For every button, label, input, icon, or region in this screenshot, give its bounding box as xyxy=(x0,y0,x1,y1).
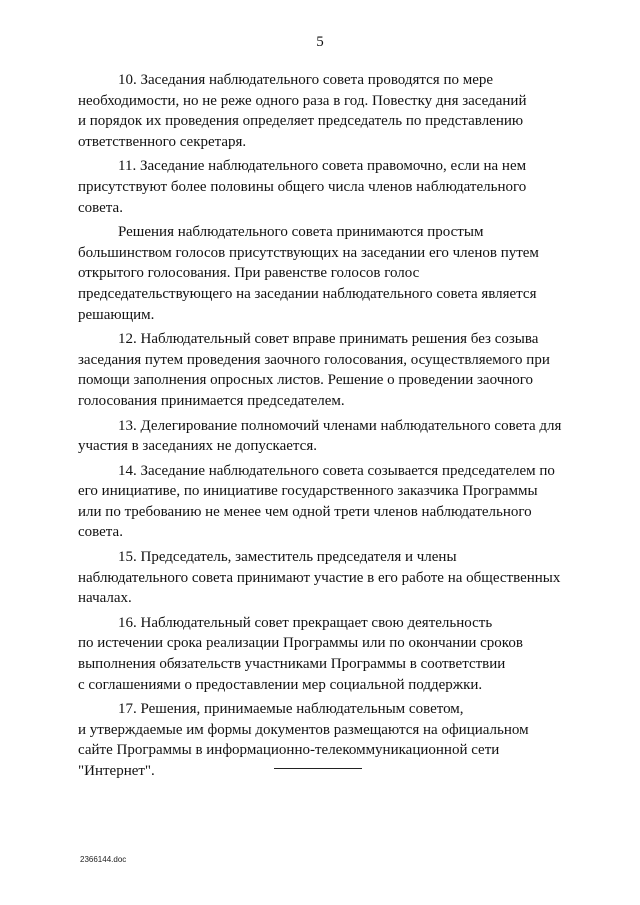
paragraph-13: 13. Делегирование полномочий членами наблюдательного совета для участия в заседаниях не допускается. xyxy=(78,417,562,455)
paragraph-10: 10. Заседания наблюдательного совета проводятся по мере необходимости, но не реже одного раза в год. Повестку дня заседаний и порядок их проведения определяет председатель по представлению ответственного секретаря. xyxy=(78,72,527,150)
paragraph-14: 14. Заседание наблюдательного совета созывается председателем по его инициативе, по инициативе государственного заказчика Программы или по требованию не менее чем одной трети членов наблюдательного совета. xyxy=(78,462,555,541)
paragraph-16: 16. Наблюдательный совет прекращает свою деятельность по истечении срока реализации Программы или по окончании сроков выполнения обязательств участниками Программы в соответствии с соглашениями о предоставлении мер социальной поддержки. xyxy=(78,614,523,693)
document-file-code: 2366144.doc xyxy=(80,855,127,864)
end-separator-line xyxy=(274,768,362,769)
document-body xyxy=(78,70,562,786)
paragraph-17: 17. Решения, принимаемые наблюдательным советом, и утверждаемые им формы документов размещаются на официальном сайте Программы в информационно-телекоммуникационной сети "Интернет". xyxy=(78,701,529,779)
paragraph-11-decisions: Решения наблюдательного совета принимаются простым большинством голосов присутствующих на заседании его членов путем открытого голосования. При равенстве голосов голос председательствующего на заседании наблюдательного совета является решающим. xyxy=(78,224,539,323)
page-number: 5 xyxy=(316,34,324,50)
paragraph-15: 15. Председатель, заместитель председателя и члены наблюдательного совета принимают участие в его работе на общественных началах. xyxy=(78,549,561,607)
paragraph-11: 11. Заседание наблюдательного совета правомочно, если на нем присутствуют более половины общего числа членов наблюдательного совета. xyxy=(78,158,527,216)
paragraph-12: 12. Наблюдательный совет вправе принимать решения без созыва заседания путем проведения заочного голосования, осуществляемого при помощи заполнения опросных листов. Решение о проведении заочного голосования принимается председателем. xyxy=(78,331,550,409)
